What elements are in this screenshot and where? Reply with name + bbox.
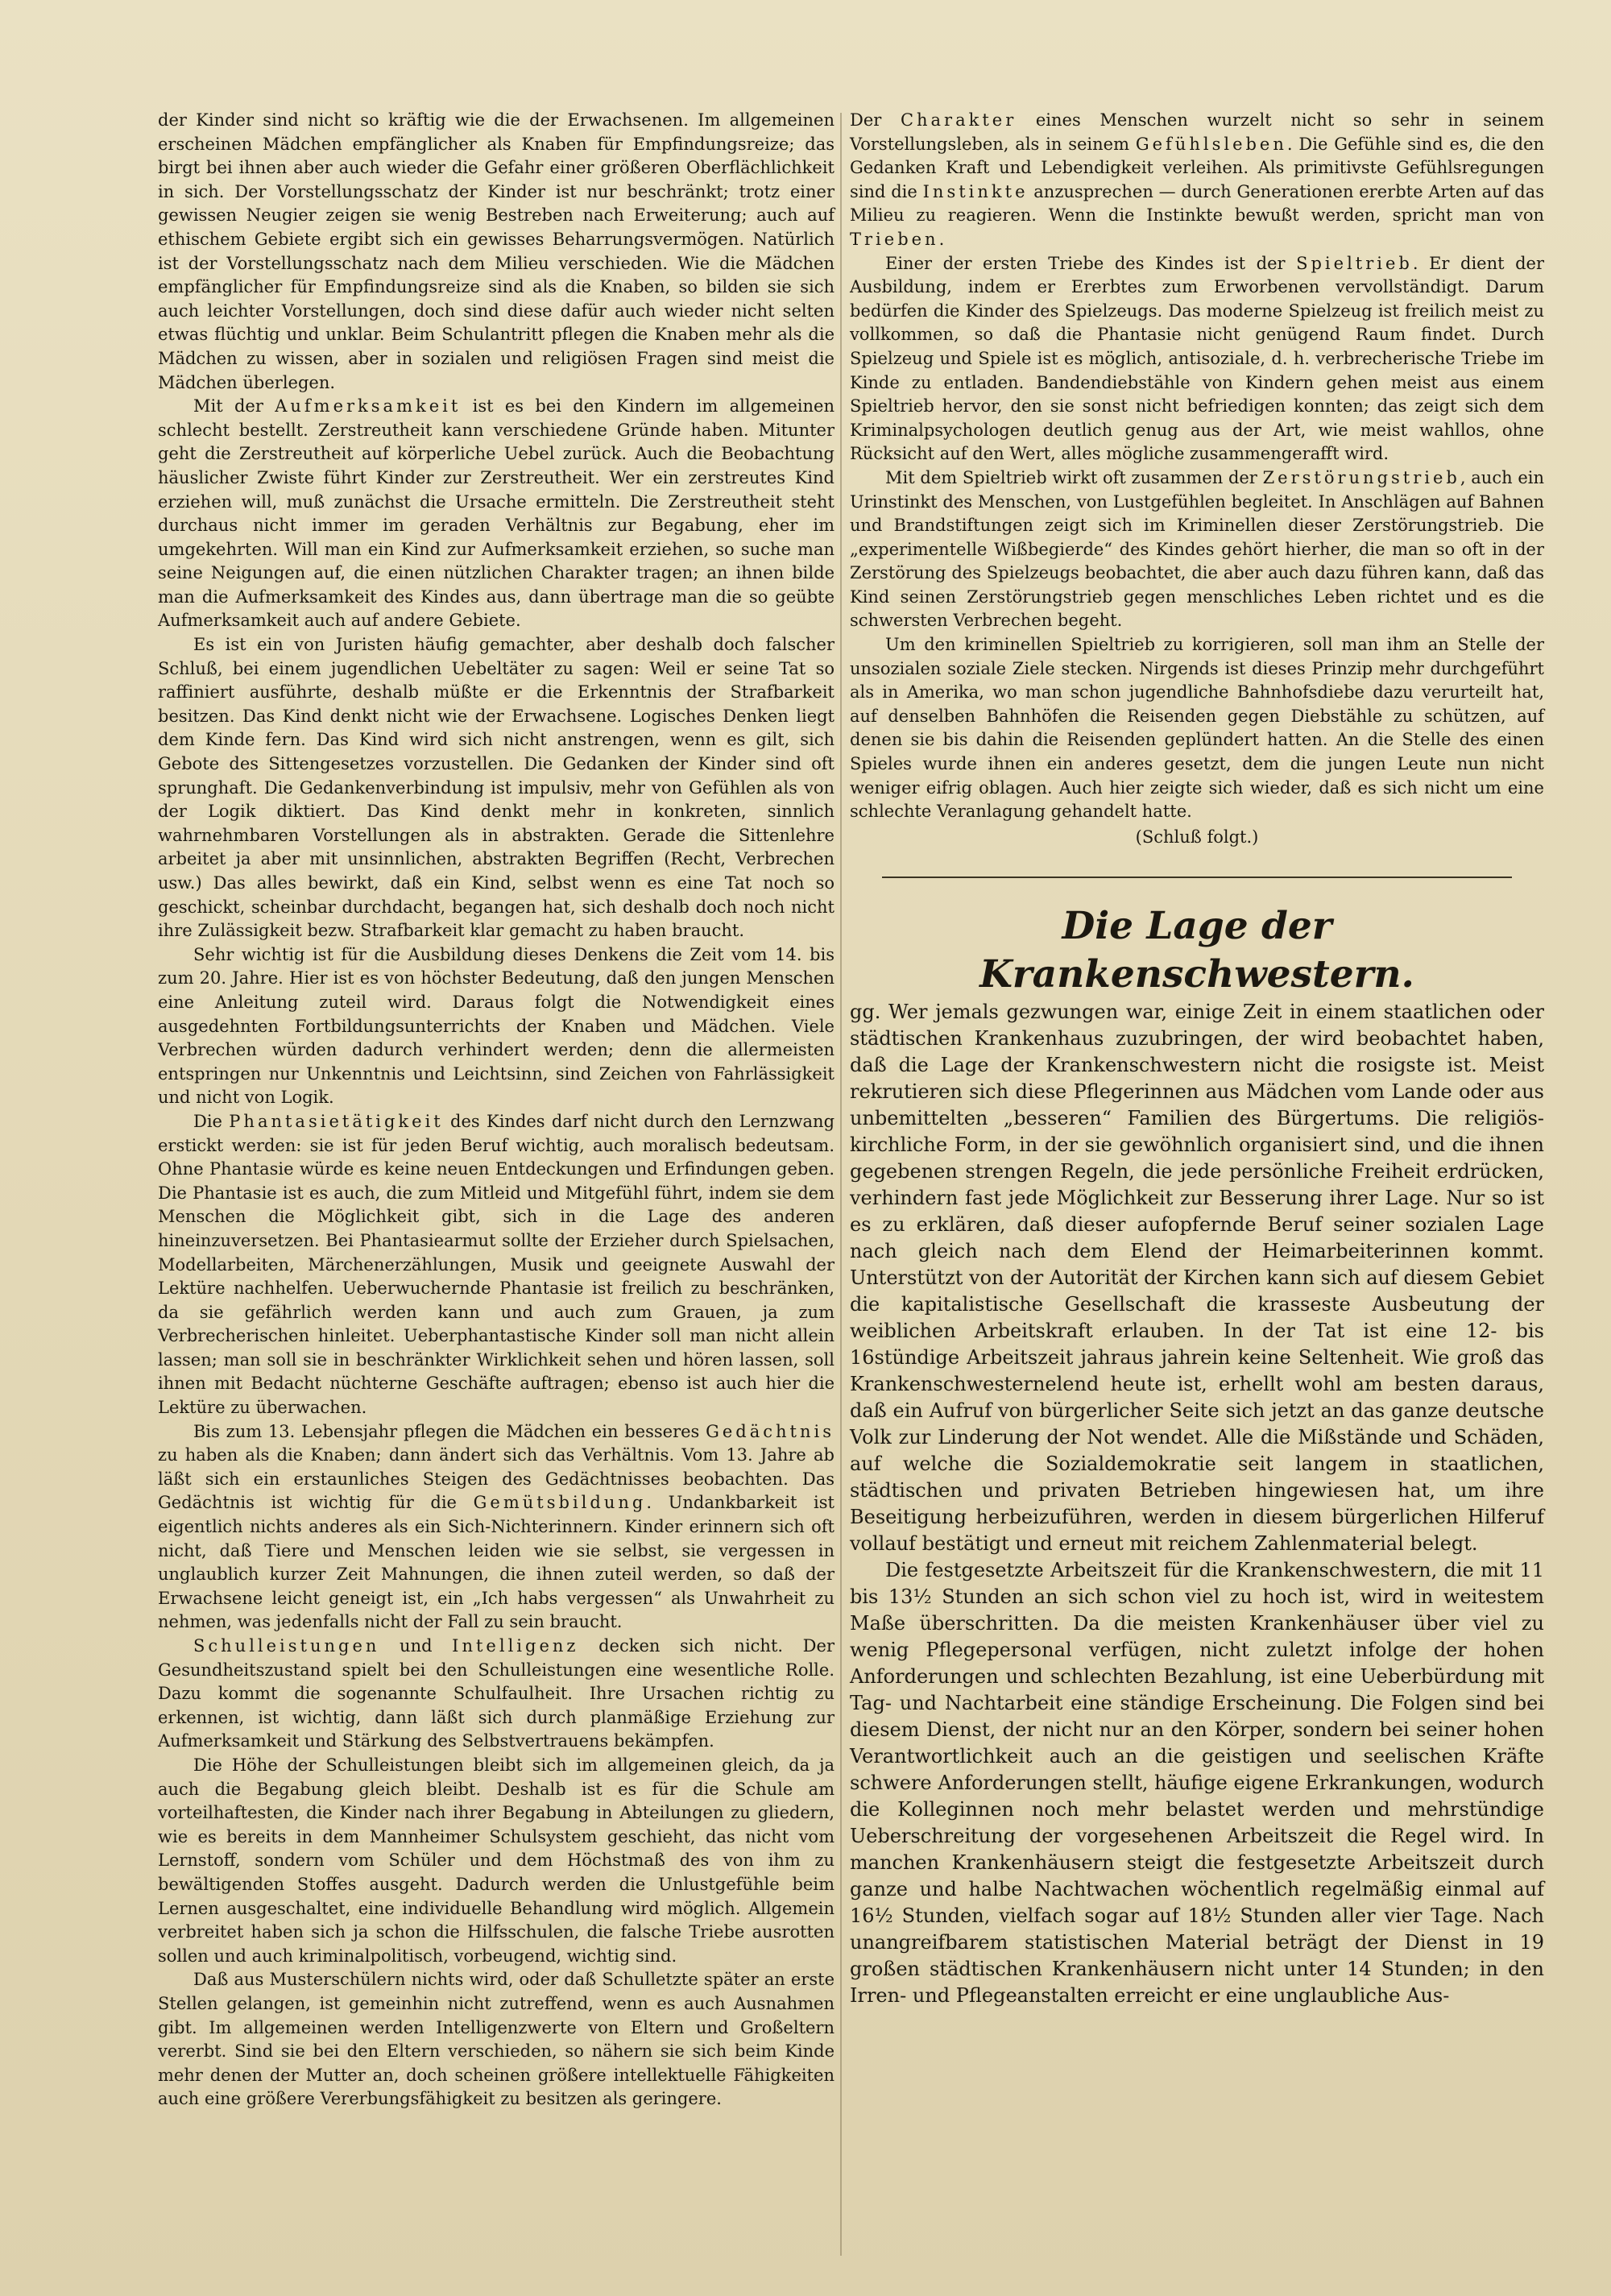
- paragraph-education-age: Sehr wichtig ist für die Ausbildung dieses Denkens die Zeit vom 14. bis zum 20. Jahre. Hier ist es von höchster Bedeutung, daß den jungen Menschen eine Anleitung zuteil wird. Daraus folgt die Notwendigkeit eines ausgedehnten Fortbildungsunterrichts der Knaben und Mädchen. Viele Verbrechen würden dadurch verhindert werden; denn die allermeisten entspringen nur Unkenntnis und Leichtsinn, sind Zeichen von Fahrlässigkeit und nicht von Logik.: [158, 944, 834, 1108]
- paragraph-nurses-hours: Die festgesetzte Arbeitszeit für die Krankenschwestern, die mit 11 bis 13½ Stunden an sich schon viel zu hoch ist, wird in weitestem Maße überschritten. Da die meisten Krankenhäuser über viel zu wenig Pflegepersonal verfügen, nicht zuletzt infolge der hohen Anforderungen und schlechten Bezahlung, ist eine Ueberbürdung mit Tag- und Nachtarbeit eine ständige Erscheinung. Die Folgen sind bei diesem Dienst, der nicht nur an den Körper, sondern bei seiner hohen Verantwortlichkeit auch an die geistigen und seelischen Kräfte schwere Anforderungen stellt, häufige eigene Erkrankungen, wodurch die Kolleginnen noch mehr belastet werden und mehrstündige Ueberschreitung der vorgesehenen Arbeitszeit die Regel wird. In manchen Krankenhäusern steigt die festgesetzte Arbeitszeit durch ganze und halbe Nachtwachen wöchentlich regelmäßig einmal auf 16½ Stunden, vielfach sogar auf 18½ Stunden aller vier Tage. Nach unangreifbarem statistischen Material beträgt der Dienst in 19 großen städtischen Krankenhäusern nicht unter 14 Stunden; in den Irren- und Pflegeanstalten erreicht er eine unglaubliche Aus-: [850, 1559, 1544, 2008]
- paragraph-school-performance: Schulleistungen und Intelligenz decken sich nicht. Der Gesundheitszustand spielt bei den Schulleistungen eine wesentliche Rolle. Dazu kommt die sogenannte Schulfaulheit. Ihre Ursachen richtig zu erkennen, ist wichtig, dann läßt sich durch planmäßige Erziehung zur Aufmerksamkeit und Stärkung des Selbstvertrauens bekämpfen.: [158, 1636, 834, 1751]
- left-column: [158, 109, 834, 2112]
- spaced-term: Intelligenz: [452, 1636, 579, 1656]
- paragraph-attention: Mit der Aufmerksamkeit ist es bei den Kindern im allgemeinen schlecht bestellt. Zerstreutheit kann verschiedene Gründe haben. Mitunter geht die Zerstreutheit auf körperliche Uebel zurück. Auch die Beobachtung häuslicher Zwiste führt Kinder zur Zerstreutheit. Wer ein zerstreutes Kind erziehen will, muß zunächst die Ursache ermitteln. Die Zerstreutheit steht durchaus nicht immer im geraden Verhältnis zur Begabung, eher im umgekehrten. Will man ein Kind zur Aufmerksamkeit erziehen, so suche man seine Neigungen auf, die einen nützlichen Charakter tragen; an ihnen bilde man die Aufmerksamkeit des Kindes aus, dann übertrage man die so geübte Aufmerksamkeit auch auf andere Gebiete.: [158, 396, 834, 631]
- paragraph-character: Der Charakter eines Menschen wurzelt nicht so sehr in seinem Vorstellungsleben, als in seinem Gefühlsleben. Die Gefühle sind es, die den Gedanken Kraft und Lebendigkeit verleihen. Als primitivste Gefühlsregungen sind die Instinkte anzusprechen — durch Generationen ererbte Arten auf das Milieu zu reagieren. Wenn die Instinkte bewußt werden, spricht man von Trieben.: [850, 110, 1545, 249]
- paragraph-perception: der Kinder sind nicht so kräftig wie die der Erwachsenen. Im allgemeinen erscheinen Mädchen empfänglicher als Knaben für Empfindungsreize; das birgt bei ihnen aber auch wieder die Gefahr einer größeren Oberflächlichkeit in sich. Der Vorstellungsschatz der Kinder ist nur beschränkt; trotz einer gewissen Neugier zeigen sie wenig Bestreben nach Erweiterung; auch auf ethischem Gebiete ergibt sich ein gewisses Beharrungsvermögen. Natürlich ist der Vorstellungsschatz nach dem Milieu verschieden. Wie die Mädchen empfänglicher für Empfindungsreize sind als die Knaben, so bilden sie sich auch leichter Vorstellungen, doch sind diese dafür auch wieder nicht selten etwas flüchtig und unklar. Beim Schulantritt pflegen die Knaben mehr als die Mädchen zu wissen, aber in sozialen und religiösen Fragen sind meist die Mädchen überlegen.: [158, 110, 834, 392]
- paragraph-correction: Um den kriminellen Spieltrieb zu korrigieren, soll man ihm an Stelle der unsozialen soziale Ziele stecken. Nirgends ist dieses Prinzip mehr durchgeführt als in Amerika, wo man schon jugendliche Bahnhofsdiebe dazu verurteilt hat, auf denselben Bahnhöfen die Reisenden gegen Diebstähle zu schützen, auf denen sie bis dahin die Reisenden geplündert hatten. An die Stelle des einen Spieles wurde ihnen ein anderes gesetzt, dem die jungen Leute nun nicht weniger eifrig oblagen. Auch hier zeigte sich wieder, daß es sich nicht um eine schlechte Veranlagung gehandelt hatte.: [850, 635, 1544, 822]
- spaced-term: Gemütsbildung: [473, 1493, 647, 1513]
- spaced-term: Gedächtnis: [706, 1421, 834, 1441]
- spaced-term: Instinkte: [922, 181, 1029, 201]
- spaced-term: Spieltrieb: [1296, 253, 1413, 273]
- spaced-term: Phantasietätigkeit: [229, 1111, 444, 1131]
- spaced-term: Zerstörungstrieb: [1262, 467, 1460, 487]
- paragraph-school-levels: Die Höhe der Schulleistungen bleibt sich im allgemeinen gleich, da ja auch die Begabung gleich bleibt. Deshalb ist es für die Schule am vorteilhaftesten, die Kinder nach ihrer Begabung in Abteilungen zu gliedern, wie es bereits in dem Mannheimer Schulsystem geschieht, das nicht vom Lernstoff, sondern vom Schüler und dem Höchstmaß des von ihm zu bewältigenden Stoffes ausgeht. Dadurch werden die Unlustgefühle beim Lernen ausgeschaltet, eine individuelle Behandlung wird möglich. Allgemein verbreitet haben sich ja schon die Hilfsschulen, die falsche Triebe ausrotten sollen und auch kriminalpolitisch, vorbeugend, wichtig sind.: [158, 1755, 834, 1966]
- continuation-note: (Schluß folgt.): [1135, 827, 1259, 847]
- paragraph-nurses-intro: gg. Wer jemals gezwungen war, einige Zeit in einem staatlichen oder städtischen Krankenhaus zuzubringen, der wird beobachtet haben, daß die Lage der Krankenschwestern nicht die rosigste ist. Meist rekrutieren sich diese Pflegerinnen aus Mädchen vom Lande oder aus unbemittelten „besseren“ Familien des Bürgertums. Die religiös-kirchliche Form, in der sie gewöhnlich organisiert sind, und die ihnen gegebenen strengen Regeln, die jede persönliche Freiheit erdrücken, verhindern fast jede Möglichkeit zur Besserung ihrer Lage. Nur so ist es zu erklären, daß dieser aufopfernde Beruf seiner sozialen Lage nach gleich nach dem Elend der Heimarbeiterinnen kommt. Unterstützt von der Autorität der Kirchen kann sich auf diesem Gebiet die kapitalistische Gesellschaft die krasseste Ausbeutung der weiblichen Arbeitskraft erlauben. In der Tat ist eine 12- bis 16stündige Arbeitszeit jahraus jahrein keine Seltenheit. Wie groß das Krankenschwesternelend heute ist, erhellt wohl am besten daraus, daß ein Aufruf von bürgerlicher Seite sich jetzt an das ganze deutsche Volk zur Linderung der Not wendet. Alle die Mißstände und Schäden, auf welche die Sozialdemokratie seit langem in staatlichen, städtischen und privaten Betrieben hingewiesen hat, um ihre Beseitigung herbeizuführen, werden in diesem bürgerlichen Hilferuf vollauf bestätigt und erneut mit reichem Zahlenmaterial belegt.: [850, 1001, 1544, 1556]
- paragraph-fantasy: Die Phantasietätigkeit des Kindes darf nicht durch den Lernzwang erstickt werden: sie ist für jeden Beruf wichtig, auch moralisch bedeutsam. Ohne Phantasie würde es keine neuen Entdeckungen und Erfindungen geben. Die Phantasie ist es auch, die zum Mitleid und Mitgefühl führt, indem sie dem Menschen die Möglichkeit gibt, sich in die Lage des anderen hineinzuversetzen. Bei Phantasiearmut sollte der Erzieher durch Spielsachen, Modellarbeiten, Märchenerzählungen, Musik und geeignete Auswahl der Lektüre nachhelfen. Ueberwuchernde Phantasie ist freilich zu beschränken, da sie gefährlich werden kann und auch zum Grauen, ja zum Verbrecherischen hinleitet. Ueberphantastische Kinder soll man nicht allein lassen; man soll sie in beschränkter Wirklichkeit sehen und hören lassen, soll ihnen mit Bedacht nüchterne Geschäfte auftragen; ebenso ist auch hier die Lektüre zu überwachen.: [158, 1111, 835, 1418]
- spaced-term: Schulleistungen: [193, 1636, 380, 1656]
- paragraph-play-instinct: Einer der ersten Triebe des Kindes ist der Spieltrieb. Er dient der Ausbildung, indem er Ererbtes zum Erworbenen vervollständigt. Darum bedürfen die Kinder des Spielzeugs. Das moderne Spielzeug ist freilich meist zu vollkommen, so daß die Phantasie nicht genügend Raum findet. Durch Spielzeug und Spiele ist es möglich, antisoziale, d. h. verbrecherische Triebe im Kinde zu entladen. Bandendiebstähle von Kindern gehen meist aus einem Spieltrieb hervor, den sie sonst nicht befriedigen konnten; das zeigt sich dem Kriminalpsychologen deutlich genug aus der Art, wie meist wahllos, ohne Rücksicht auf den Wert, alles mögliche zusammengerafft wird.: [850, 253, 1545, 464]
- spaced-term: Charakter: [900, 110, 1017, 130]
- spaced-term: Trieben: [850, 229, 939, 249]
- paragraph-memory: Bis zum 13. Lebensjahr pflegen die Mädchen ein besseres Gedächtnis zu haben als die Knaben; dann ändert sich das Verhältnis. Vom 13. Jahre ab läßt sich ein erstaunliches Steigen des Gedächtnisses beobachten. Das Gedächtnis ist wichtig für die Gemütsbildung. Undankbarkeit ist eigentlich nichts anderes als ein Sich-Nichterinnern. Kinder erinnern sich oft nicht, daß Tiere und Menschen leiden wie sie selbst, sie vergessen in unglaublich kurzer Zeit Mahnungen, die ihnen zuteil werden, so daß der Erwachsene leicht geneigt ist, ein „Ich habs vergessen“ als Unwahrheit zu nehmen, was jedenfalls nicht der Fall zu sein braucht.: [158, 1421, 834, 1632]
- nurses-article-body: [850, 999, 1544, 2009]
- paragraph-jurists: Es ist ein von Juristen häufig gemachter, aber deshalb doch falscher Schluß, bei einem jugendlichen Uebeltäter zu sagen: Weil er seine Tat so raffiniert ausführte, deshalb müßte er die Erkenntnis der Strafbarkeit besitzen. Das Kind denkt nicht wie der Erwachsene. Logisches Denken liegt dem Kinde fern. Das Kind wird sich nicht anstrengen, wenn es gilt, sich Gebote des Sittengesetzes vorzustellen. Die Gedanken der Kinder sind oft sprunghaft. Die Gedankenverbindung ist impulsiv, mehr von Gefühlen als von der Logik diktiert. Das Kind denkt mehr in konkreten, sinnlich wahrnehmbaren Vorstellungen als in abstrakten. Gerade die Sittenlehre arbeitet ja aber mit unsinnlichen, abstrakten Begriffen (Recht, Verbrechen usw.) Das alles bewirkt, daß ein Kind, selbst wenn es eine Tat noch so geschickt, scheinbar durchdacht, begangen hat, sich deshalb doch noch nicht ihre Zulässigkeit bezw. Strafbarkeit klar gemacht zu haben braucht.: [158, 635, 834, 941]
- section-rule: [882, 877, 1512, 878]
- right-column: [850, 109, 1544, 2009]
- paragraph-destruction-instinct: Mit dem Spieltrieb wirkt oft zusammen der Zerstörungstrieb, auch ein Urinstinkt des Menschen, von Lustgefühlen begleitet. In Anschlägen auf Bahnen und Brandstiftungen zeigt sich im Kriminellen dieser Zerstörungstrieb. Die „experimentelle Wißbegierde“ des Kindes gehört hierher, die man so oft in der Zerstörung des Spielzeugs beobachtet, die aber auch dazu führen kann, daß das Kind seinen Zerstörungstrieb gegen menschliches Leben richtet und es die schwersten Verbrechen begeht.: [850, 467, 1544, 631]
- column-divider: [840, 113, 842, 2256]
- spaced-term: Gefühlsleben: [1135, 134, 1287, 154]
- article-headline: Die Lage der Krankenschwestern.: [979, 904, 1414, 997]
- paragraph-model-pupils: Daß aus Musterschülern nichts wird, oder daß Schulletzte später an erste Stellen gelangen, ist gemeinhin nicht zutreffend, wenn es auch Ausnahmen gibt. Im allgemeinen werden Intelligenzwerte von Eltern und Großeltern vererbt. Sind sie bei den Eltern verschieden, so nähern sie sich beim Kinde mehr denen der Mutter an, doch scheinen größere intellektuelle Fähigkeiten auch eine größere Vererbungsfähigkeit zu besitzen als geringere.: [158, 1970, 834, 2109]
- spaced-term: Aufmerksamkeit: [275, 396, 462, 417]
